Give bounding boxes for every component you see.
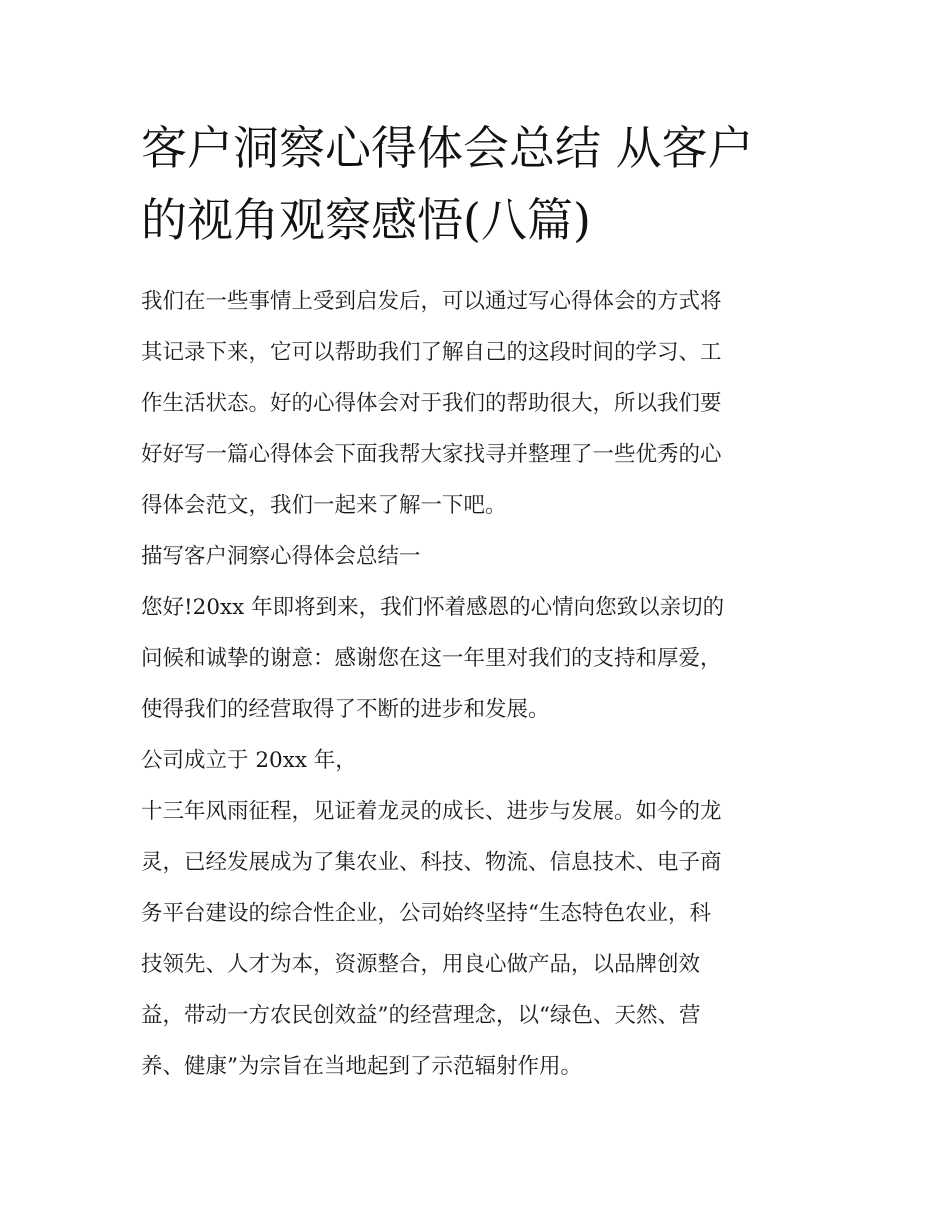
text-line: 作生活状态。好的心得体会对于我们的帮助很大，所以我们要 [141, 391, 722, 416]
text-line: 公司成立于 20xx 年， [141, 748, 357, 773]
greeting-paragraph [141, 582, 821, 735]
title-line-2: 的视角观察感悟(八篇) [141, 193, 591, 247]
document-title [141, 112, 821, 256]
intro-paragraph [141, 276, 821, 531]
founding-paragraph [141, 735, 821, 786]
text-line: 得体会范文，我们一起来了解一下吧。 [141, 493, 507, 518]
text-line: 十三年风雨征程，见证着龙灵的成长、进步与发展。如今的龙 [141, 799, 722, 824]
text-line: 益，带动一方农民创效益”的经营理念，以“绿色、天然、营 [141, 1003, 701, 1028]
text-line: 其记录下来，它可以帮助我们了解自己的这段时间的学习、工 [141, 340, 722, 365]
text-line: 使得我们的经营取得了不断的进步和发展。 [141, 697, 550, 722]
company-paragraph [141, 786, 821, 1092]
document-body [141, 276, 821, 1092]
text-line: 好好写一篇心得体会下面我帮大家找寻并整理了一些优秀的心 [141, 442, 722, 467]
section-heading [141, 531, 821, 582]
text-line: 灵，已经发展成为了集农业、科技、物流、信息技术、电子商 [141, 850, 722, 875]
text-line: 您好!20xx 年即将到来，我们怀着感恩的心情向您致以亲切的 [141, 595, 725, 620]
text-line: 技领先、人才为本，资源整合，用良心做产品，以品牌创效 [141, 952, 701, 977]
text-line: 问候和诚挚的谢意：感谢您在这一年里对我们的支持和厚爱， [141, 646, 722, 671]
text-line: 务平台建设的综合性企业，公司始终坚持“生态特色农业，科 [141, 901, 711, 926]
text-line: 养、健康”为宗旨在当地起到了示范辐射作用。 [141, 1054, 582, 1079]
text-line: 我们在一些事情上受到启发后，可以通过写心得体会的方式将 [141, 289, 722, 314]
text-line: 描写客户洞察心得体会总结一 [141, 544, 421, 569]
title-line-1: 客户洞察心得体会总结 从客户 [141, 121, 754, 175]
